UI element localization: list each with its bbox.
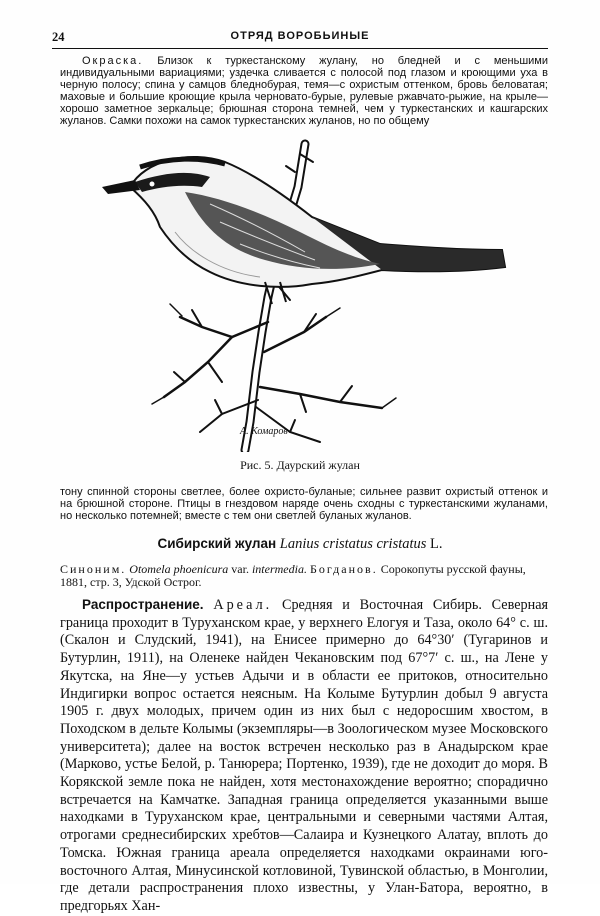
running-title: ОТРЯД ВОРОБЬИНЫЕ [230,30,370,42]
figure-caption: Рис. 5. Даурский жулан [240,458,360,472]
species-name-lat: Lanius cristatus cristatus [279,536,427,552]
species-heading [52,536,548,553]
species-name-ru: Сибирский жулан [157,536,277,551]
figure-illustration [90,132,510,452]
areal-label: Ареал. [213,597,273,613]
page-header [52,30,548,48]
coloration-paragraph [60,55,548,128]
coloration-text: Близок к туркестанскому жулану, но бледней и с меньшими индивидуальными вариациями; уздечка сливается с полосой под глазом и кроющими уха в черную полосу; спина у самцов бледнобурая, темя—с охристым оттенком, бровь беловатая; маховые и большие кроющие крыла черновато-бурые, рулевые ржавчато-рыжие, на крыле—хорошо заметное зеркальце; брюшная сторона темней, чем у туркестанских и кашгарских жуланов. Самки похожи на самок туркестанских жуланов, но по общему [60,55,548,128]
distribution-text: Средняя и Восточная Сибирь. Северная граница проходит в Туруханском крае, у верхнего Елогуя и Таза, около 64° с. ш. (Скалон и Слудский, 1941), на Енисее примерно до 64°30′ (Тугаринов и Бутурлин, 1911), на Оленеке найден Чекановским под 67°7′ с. ш., на Лене у Якутска, на Яне—у устьев Адычи и в области ее притоков, относительно Индигирки вопрос остается неясным. На Колыме Бутурлин добыл 9 августа 1905 г. двух молодых, причем один из них был с недоросшим хвостом, в Походском в дельте Колымы (экземпляры—в Зоологическом музее Московского университета); далее на восток встречен несколько раз в Анадырском крае (Марково, устье Белой, р. Танюрера; Портенко, 1939), где не доходит до моря. В Корякской земле пока не найден, хотя местонахождение вероятно; спорадично встречается на Камчатке. Западная граница определяется указанными выше находками в Туруханском крае, центральными и северными частями Алтая, отрогами среднесибирских хребтов—Салаира и Кузнецкого Алатау, вплоть до Томска. Южная граница ареала определяется находками окраинами юго-восточного Алтая, Минусинской котловиной, Тувинской областью, в Монголии, где детали распространения плохо известны, у Улан-Батора, вероятно, в предгорьях Хан- [60,597,549,914]
synonym-block [60,563,548,589]
shrike-drawing [90,132,510,452]
artist-signature: А. Комаров [240,426,288,437]
synonym-var-name: intermedia. [251,562,307,576]
species-author: L. [430,536,443,552]
distribution-heading: Распространение. [82,597,204,612]
synonym-label: Синоним. [60,562,127,576]
synonym-author: Богданов. [309,562,378,576]
page-number: 24 [52,30,65,44]
coloration-label: Окраска. [82,55,144,67]
distribution-paragraph [60,596,548,916]
synonym-var: var. [231,562,249,576]
header-rule [52,48,548,49]
coloration-continued: тону спинной стороны светлее, более охристо-буланые; сильнее развит охристый оттенок и на брюшной стороне. Птицы в гнездовом наряде очень сходны с туркестанскими жуланами, но несколько потемней; вместе с тем они светлей буланых жуланов. [60,486,548,523]
synonym-latin: Otomela phoenicura [129,562,229,576]
synonym-reference: Сорокопуты русской фауны, 1881, стр. 3, Удской Острог. [60,562,526,589]
